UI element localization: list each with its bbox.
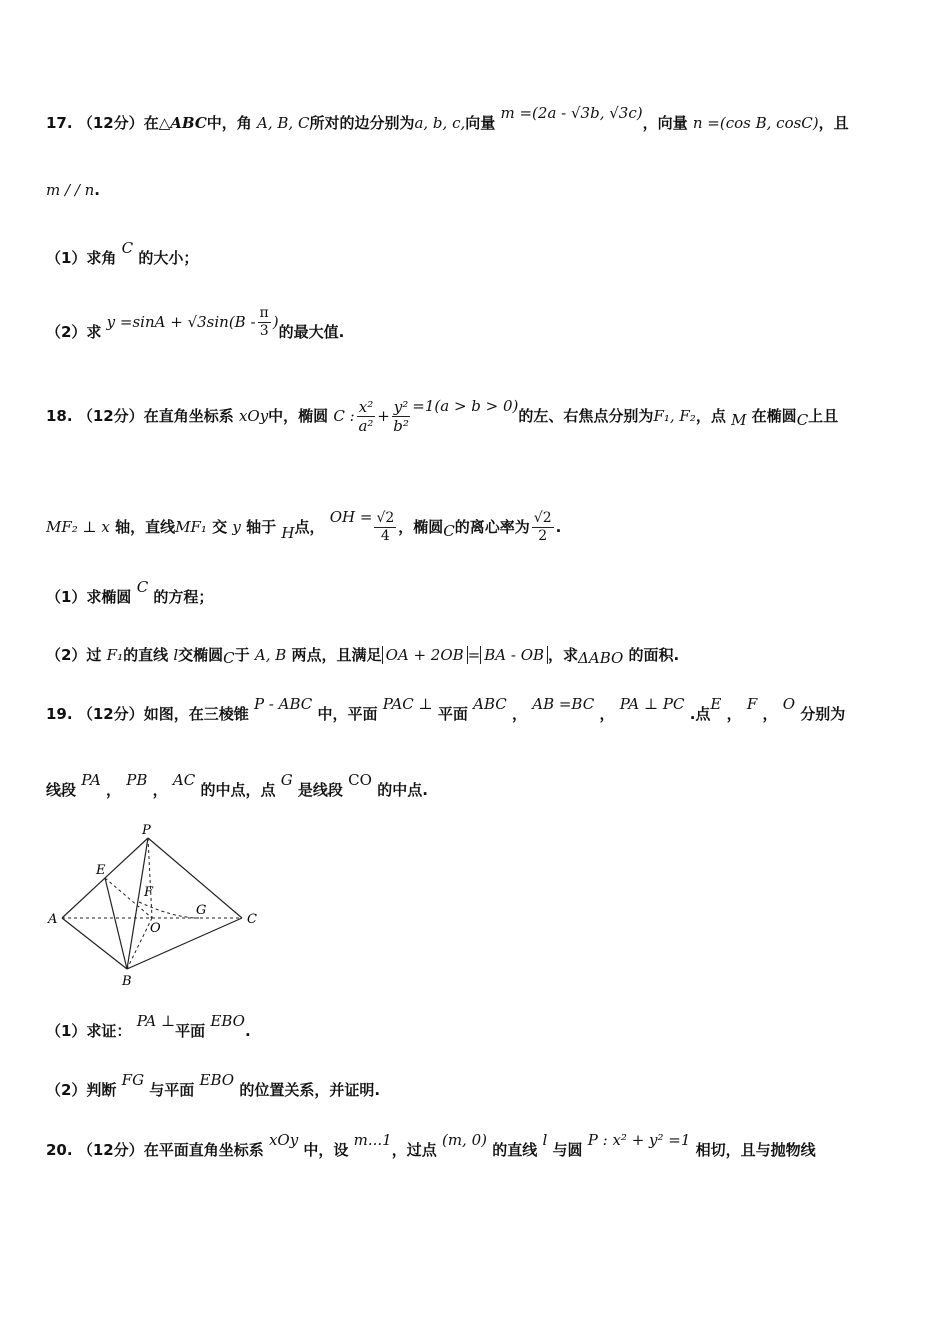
text: .点 xyxy=(689,705,711,723)
text: ， xyxy=(152,781,168,799)
text: 的直线 xyxy=(123,646,169,664)
text: 两点，且满足 xyxy=(291,646,382,664)
q19-part1 xyxy=(46,1012,251,1040)
denominator: b² xyxy=(393,417,409,435)
label-A: A xyxy=(48,912,58,927)
math: A, B, C xyxy=(257,114,310,132)
math: CO xyxy=(348,771,372,789)
segment-EB xyxy=(105,878,127,969)
text: 是线段 xyxy=(297,781,343,799)
q17-part2 xyxy=(46,305,345,350)
text: ，求 xyxy=(548,646,579,664)
text: 的位置关系，并证明. xyxy=(239,1081,381,1099)
fraction xyxy=(392,398,411,435)
text: 中，设 xyxy=(303,1141,349,1159)
math: P - ABC xyxy=(253,695,313,713)
math: AB =BC xyxy=(532,695,595,713)
label-G: G xyxy=(196,903,207,918)
denominator: a² xyxy=(358,417,374,435)
q17-line1 xyxy=(46,104,849,132)
text: 的面积. xyxy=(628,646,680,664)
text: 相切，且与抛物线 xyxy=(695,1141,816,1159)
part-label: （1）求角 xyxy=(46,249,117,267)
math: EBO xyxy=(210,1012,245,1030)
edge-BC xyxy=(127,918,242,969)
q17-line2 xyxy=(46,183,100,198)
math: ) xyxy=(272,312,279,331)
text: 向量 xyxy=(465,114,496,132)
numerator: π xyxy=(259,305,269,321)
math: MF₂ ⊥ x xyxy=(46,517,110,536)
text: 的最大值. xyxy=(278,322,345,341)
math: F₁ xyxy=(106,646,124,664)
math: ABC xyxy=(473,695,507,713)
text: 的大小； xyxy=(138,249,199,267)
math: PA xyxy=(81,771,101,789)
q18-part2 xyxy=(46,646,680,667)
question-number: 20. xyxy=(46,1141,73,1159)
label-B: B xyxy=(122,974,132,989)
q18-line2 xyxy=(46,507,562,545)
text: 如图，在三棱锥 xyxy=(143,705,249,723)
text: ， xyxy=(511,705,527,723)
numerator: √2 xyxy=(376,510,395,526)
math: OA + 2OB xyxy=(382,646,468,664)
math: C xyxy=(136,578,149,596)
math: PAC ⊥ xyxy=(382,695,433,713)
math: ΔABO xyxy=(578,649,624,667)
label-E: E xyxy=(96,863,106,878)
part-label: （1）求证： xyxy=(46,1022,132,1040)
segment-PO xyxy=(148,838,152,918)
fraction xyxy=(374,510,396,545)
text: 平面 xyxy=(437,705,468,723)
math: l xyxy=(542,1131,548,1149)
score: （12分） xyxy=(77,705,144,723)
text: ，点 xyxy=(695,407,726,425)
math: y xyxy=(232,517,241,536)
text: 轴于 xyxy=(246,517,277,536)
math: OH = xyxy=(329,507,373,526)
denominator: 3 xyxy=(259,322,269,339)
text: ， xyxy=(599,705,615,723)
text: ， xyxy=(762,705,778,723)
question-number: 18. xyxy=(46,407,73,425)
text: . xyxy=(94,181,100,199)
text: ，向量 xyxy=(642,114,688,132)
q18-line1 xyxy=(46,398,838,435)
part-label: （1）求椭圆 xyxy=(46,588,132,606)
text: 与圆 xyxy=(552,1141,583,1159)
math: =1(a > b > 0) xyxy=(412,397,519,415)
text: 轴，直线 xyxy=(115,517,176,536)
part-label: （2）求 xyxy=(46,322,102,341)
pyramid-figure xyxy=(44,822,269,990)
math: C xyxy=(796,411,809,429)
math: n =(cos B, cosC) xyxy=(692,114,819,132)
text: 的中点. xyxy=(377,781,428,799)
score: （12分） xyxy=(77,114,144,132)
text: 与平面 xyxy=(149,1081,195,1099)
math: E xyxy=(710,695,722,713)
math: PA ⊥ PC xyxy=(619,695,685,713)
q19-part2 xyxy=(46,1071,381,1099)
question-number: 19. xyxy=(46,705,73,723)
fraction xyxy=(357,398,375,435)
q19-line1 xyxy=(46,695,846,723)
math: AC xyxy=(172,771,196,789)
segment-FG xyxy=(139,902,199,918)
text: 在△ xyxy=(143,114,171,132)
q17-part1 xyxy=(46,239,199,267)
math: m / / n xyxy=(46,181,95,199)
math: (m, 0) xyxy=(441,1131,487,1149)
math: C xyxy=(443,521,455,540)
math: = xyxy=(467,646,481,664)
text: 的中点，点 xyxy=(200,781,276,799)
denominator: 2 xyxy=(538,527,548,544)
math: G xyxy=(280,771,293,789)
text: 的左、右焦点分别为 xyxy=(518,407,654,425)
text: ，过点 xyxy=(391,1141,437,1159)
math: C xyxy=(121,239,134,257)
math: PA ⊥ xyxy=(136,1012,176,1030)
numerator: y² xyxy=(393,398,409,416)
text: 线段 xyxy=(46,781,77,799)
q20-line1 xyxy=(46,1131,816,1159)
pyramid-diagram xyxy=(44,822,269,990)
text: 交 xyxy=(212,517,228,536)
fraction xyxy=(258,305,271,340)
math: H xyxy=(281,523,295,542)
text: 分别为 xyxy=(800,705,846,723)
q18-part1 xyxy=(46,578,214,606)
text: ， xyxy=(726,705,742,723)
text: 交椭圆 xyxy=(178,646,224,664)
q19-line2 xyxy=(46,771,428,799)
text: 所对的边分别为 xyxy=(309,114,415,132)
math: C : xyxy=(333,407,355,425)
math: xOy xyxy=(238,407,269,425)
math: l xyxy=(173,646,179,664)
math: a, b, c, xyxy=(414,114,466,132)
edge-AB xyxy=(62,918,127,969)
label-O: O xyxy=(150,921,161,936)
math: xOy xyxy=(268,1131,299,1149)
text: 于 xyxy=(234,646,250,664)
text: 的方程； xyxy=(153,588,214,606)
edge-PB xyxy=(127,838,148,969)
text: 的离心率为 xyxy=(454,517,530,536)
text: 在直角坐标系 xyxy=(143,407,234,425)
math: F₁, F₂ xyxy=(653,407,696,425)
math: PB xyxy=(126,771,148,789)
text: 中，角 xyxy=(206,114,252,132)
text: ， xyxy=(106,781,122,799)
text: 在椭圆 xyxy=(751,407,797,425)
text: 在平面直角坐标系 xyxy=(143,1141,264,1159)
math: ABC xyxy=(170,114,207,132)
math: O xyxy=(782,695,796,713)
label-C: C xyxy=(247,912,257,927)
text: 上且 xyxy=(808,407,839,425)
text: ，椭圆 xyxy=(398,517,444,536)
denominator: 4 xyxy=(380,527,390,544)
math: P : x² + y² =1 xyxy=(587,1131,691,1149)
text: 平面 xyxy=(175,1022,206,1040)
math: EBO xyxy=(199,1071,235,1089)
numerator: √2 xyxy=(533,510,552,526)
part-label: （2）过 xyxy=(46,646,102,664)
text: 中，平面 xyxy=(317,705,378,723)
part-label: （2）判断 xyxy=(46,1081,117,1099)
math: y =sinA + √3sin(B - xyxy=(106,312,256,331)
text: 中，椭圆 xyxy=(268,407,329,425)
text: . xyxy=(244,1022,251,1040)
math: MF₁ xyxy=(175,517,207,536)
label-F: F xyxy=(144,885,154,900)
text: 点， xyxy=(294,517,325,536)
math: F xyxy=(746,695,758,713)
question-number: 17. xyxy=(46,114,73,132)
math: C xyxy=(223,649,235,667)
numerator: x² xyxy=(358,398,374,416)
text: . xyxy=(555,517,562,536)
edge-PC xyxy=(148,838,242,918)
math: BA - OB xyxy=(480,646,548,664)
math: FG xyxy=(121,1071,145,1089)
math: A, B xyxy=(254,646,287,664)
score: （12分） xyxy=(77,1141,144,1159)
fraction xyxy=(532,510,554,545)
score: （12分） xyxy=(77,407,144,425)
math: + xyxy=(377,407,390,425)
math: M xyxy=(731,411,747,429)
math: m =(2a - √3b, √3c) xyxy=(500,104,643,122)
math: m...1 xyxy=(353,1131,392,1149)
label-P: P xyxy=(142,823,151,838)
text: ，且 xyxy=(818,114,849,132)
text: 的直线 xyxy=(492,1141,538,1159)
